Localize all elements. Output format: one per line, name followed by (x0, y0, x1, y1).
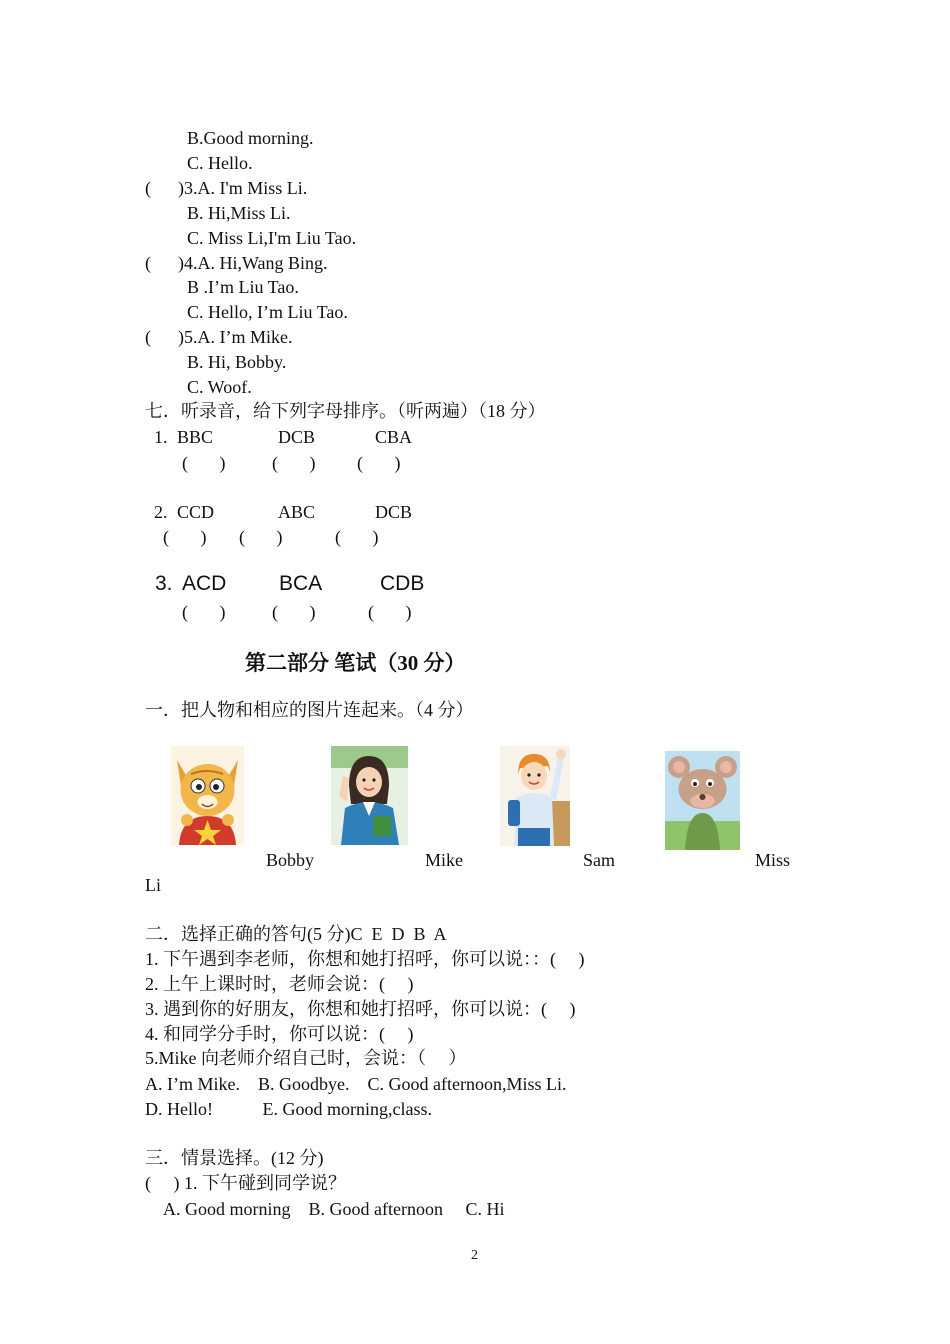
row-number: 3. (155, 572, 173, 595)
letter-group: DCB (278, 427, 316, 447)
answer-blank: ( ) (272, 602, 316, 622)
letter-group: CCD (177, 502, 215, 522)
answer-blank: ( ) (182, 602, 226, 622)
question-line: ( )4.A. Hi,Wang Bing. (145, 253, 328, 273)
option-text: C. Miss Li,I'm Liu Tao. (187, 228, 357, 248)
answer-blank: ( ) (335, 527, 379, 547)
boy-picture (500, 746, 570, 846)
person-name-wrap: Li (145, 875, 161, 895)
answer-blank: ( ) (182, 453, 226, 473)
letter-group: ACD (182, 572, 227, 595)
question-line: 5.Mike 向老师介绍自己时，会说：（ ） (145, 1048, 467, 1068)
answer-blank: ( ) (357, 453, 401, 473)
option-text: B. Hi, Bobby. (187, 352, 287, 372)
answer-options: A. I’m Mike. B. Goodbye. C. Good afternoon,Miss Li. (145, 1074, 567, 1094)
letter-group: ABC (278, 502, 316, 522)
question-line: ( )3.A. I'm Miss Li. (145, 178, 308, 198)
question-line: 2. 上午上课时时，老师会说：( ) (145, 974, 414, 994)
section-title: 二．选择正确的答句(5 分)C E D B A (145, 924, 447, 944)
answer-options: A. Good morning B. Good afternoon C. Hi (163, 1199, 505, 1219)
section-title: 三．情景选择。(12 分) (145, 1148, 324, 1168)
answer-blank: ( ) (163, 527, 207, 547)
part-heading: 第二部分 笔试（30 分） (245, 651, 466, 675)
option-text: C. Woof. (187, 377, 252, 397)
cat-picture (171, 746, 244, 845)
letter-group: BCA (279, 572, 323, 595)
question-line: ( ) 1. 下午碰到同学说？ (145, 1173, 346, 1193)
person-name: Bobby (266, 850, 315, 870)
answer-blank: ( ) (368, 602, 412, 622)
question-line: 3. 遇到你的好朋友，你想和她打招呼，你可以说：( ) (145, 999, 576, 1019)
person-name: Mike (425, 850, 463, 870)
option-text: B.Good morning. (187, 128, 314, 148)
letter-group: DCB (375, 502, 413, 522)
option-text: B .I’m Liu Tao. (187, 277, 299, 297)
row-number: 2. (154, 502, 168, 522)
option-text: B. Hi,Miss Li. (187, 203, 291, 223)
person-name: Miss (755, 850, 791, 870)
option-text: C. Hello. (187, 153, 253, 173)
page-number: 2 (471, 1248, 478, 1263)
letter-group: CBA (375, 427, 413, 447)
teacher-picture (331, 746, 408, 845)
letter-group: BBC (177, 427, 214, 447)
question-line: ( )5.A. I’m Mike. (145, 327, 293, 347)
letter-group: CDB (380, 572, 425, 595)
question-line: 1. 下午遇到李老师，你想和她打招呼，你可以说：：( ) (145, 949, 585, 969)
answer-options: D. Hello! E. Good morning,class. (145, 1099, 432, 1119)
person-name: Sam (583, 850, 616, 870)
question-line: 4. 和同学分手时，你可以说：( ) (145, 1024, 414, 1044)
answer-blank: ( ) (239, 527, 283, 547)
answer-blank: ( ) (272, 453, 316, 473)
section-title: 七．听录音，给下列字母排序。（听两遍）（18 分） (145, 401, 546, 421)
row-number: 1. (154, 427, 168, 447)
mouse-picture (665, 751, 740, 850)
section-title: 一．把人物和相应的图片连起来。（4 分） (145, 700, 474, 720)
option-text: C. Hello, I’m Liu Tao. (187, 302, 348, 322)
